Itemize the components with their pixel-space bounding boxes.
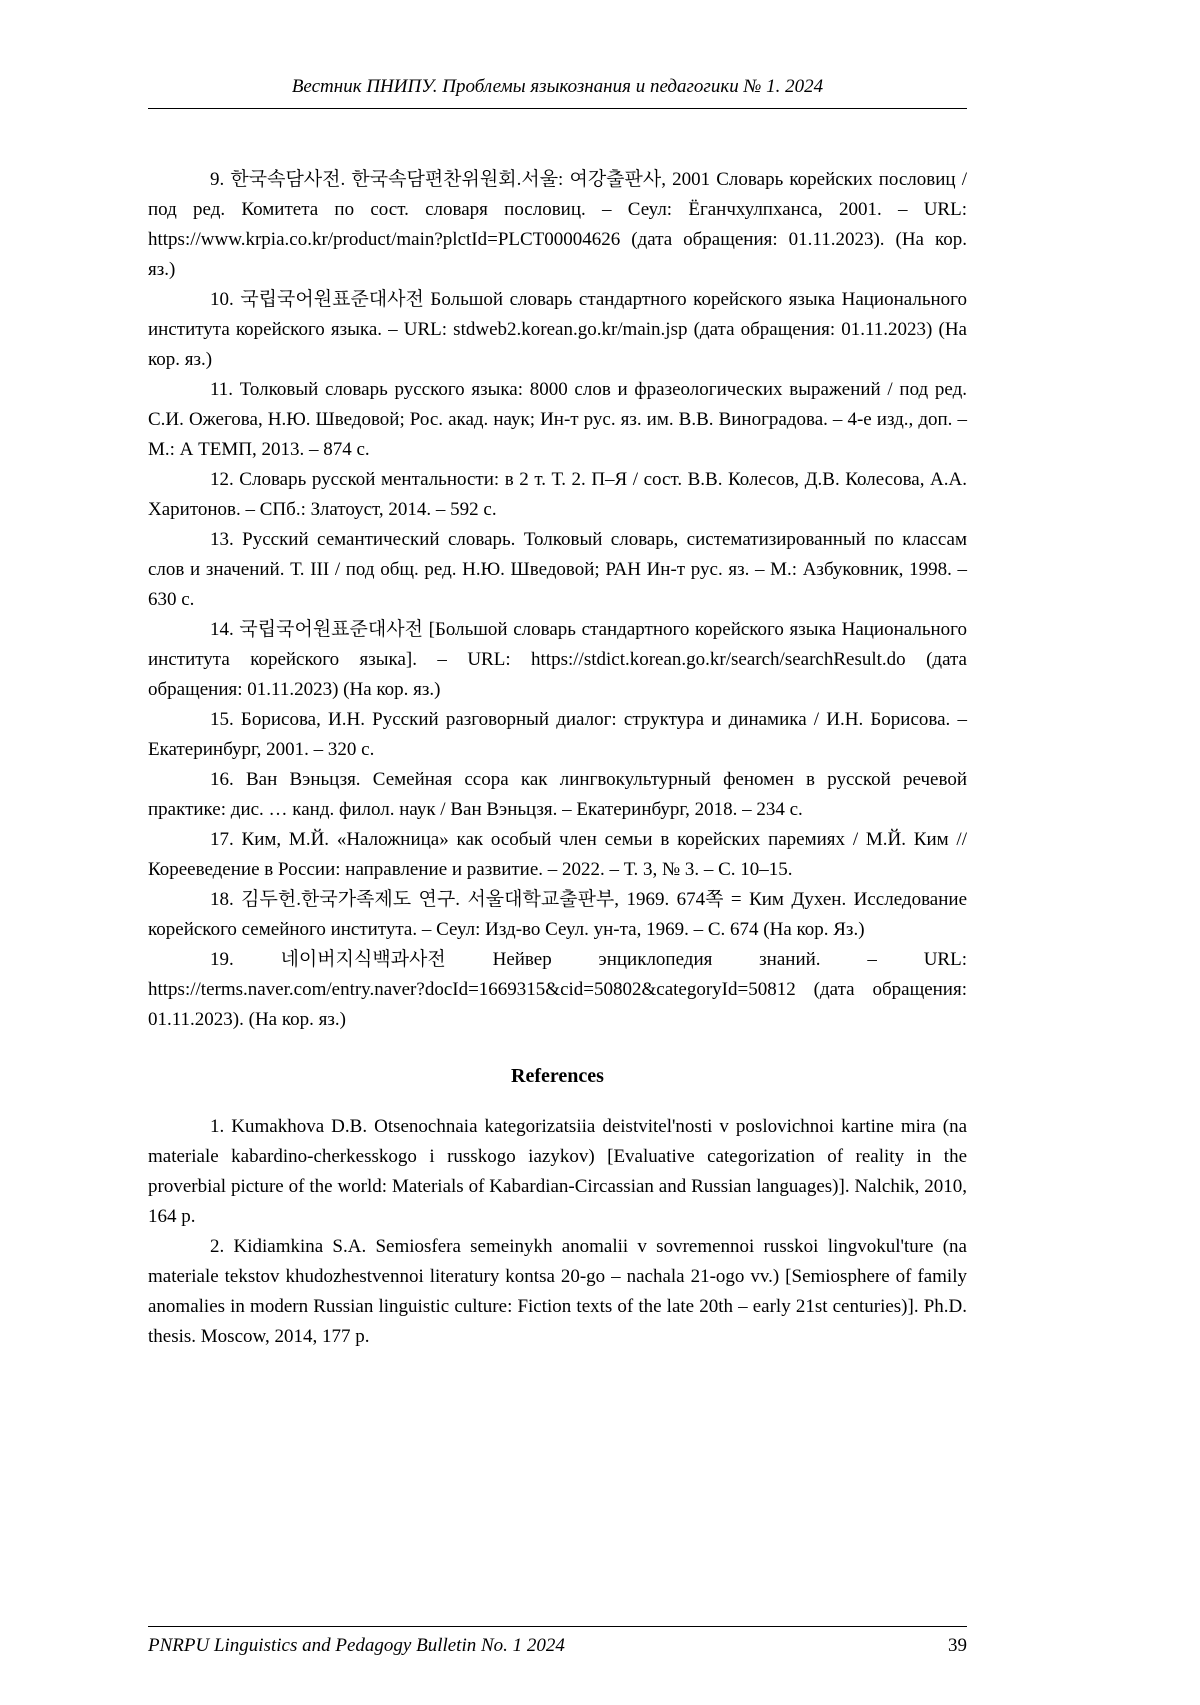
references-heading: References	[511, 1065, 604, 1087]
page-footer	[148, 1626, 967, 1657]
bib-entry-17: 17. Ким, М.Й. «Наложница» как особый член семьи в корейских паремиях / М.Й. Ким // Корееведение в России: направление и развитие. – 2022. – Т. 3, № 3. – С. 10–15.	[148, 829, 967, 880]
reference-entry-2: 2. Kidiamkina S.A. Semiosfera semeinykh anomalii v sovremennoi russkoi lingvokul'ture (na materiale tekstov khudozhestvennoi literatury kontsa 20-go – nachala 21-ogo vv.) [Semiosphere of family anomalies in modern Russian linguistic culture: Fiction texts of the late 20th – early 21st centuries)]. Ph.D. thesis. Moscow, 2014, 177 p.	[148, 1236, 967, 1347]
bib-entry-19: 19. 네이버지식백과사전 Нейвер энциклопедия знаний. – URL: https://terms.naver.com/entry.naver?docId=1669315&cid=50802&categoryId=50812 (дата обращения: 01.11.2023). (На кор. яз.)	[148, 949, 967, 1030]
bib-entry-15: 15. Борисова, И.Н. Русский разговорный диалог: структура и динамика / И.Н. Борисова. – Екатеринбург, 2001. – 320 с.	[148, 709, 967, 760]
bib-entry-16: 16. Ван Вэньцзя. Семейная ссора как лингвокультурный феномен в русской речевой практике: дис. … канд. филол. наук / Ван Вэньцзя. – Екатеринбург, 2018. – 234 с.	[148, 769, 967, 820]
bib-entry-14: 14. 국립국어원표준대사전 [Большой словарь стандартного корейского языка Национального института корейского языка]. – URL: https://stdict.korean.go.kr/search/searchResult.do (дата обращения: 01.11.2023) (На кор. яз.)	[148, 619, 967, 700]
bib-entry-18: 18. 김두헌.한국가족제도 연구. 서울대학교출판부, 1969. 674쪽 = Ким Духен. Исследование корейского семейного института. – Сеул: Изд-во Сеул. ун-та, 1969. – С. 674 (На кор. Яз.)	[148, 889, 967, 940]
bibliography-section	[148, 165, 967, 1352]
footer-journal-title: PNRPU Linguistics and Pedagogy Bulletin No. 1 2024	[148, 1635, 565, 1656]
page-header	[148, 76, 967, 109]
bib-entry-9: 9. 한국속담사전. 한국속담편찬위원회.서울: 여강출판사, 2001 Словарь корейских пословиц / под ред. Комитета по сост. словаря пословиц. – Сеул: Ёганчхулпханса, 2001. – URL: https://www.krpia.co.kr/product/main?plctId=PLCT00004626 (дата обращения: 01.11.2023). (На кор. яз.)	[148, 169, 967, 280]
bib-entry-10: 10. 국립국어원표준대사전 Большой словарь стандартного корейского языка Национального института корейского языка. – URL: stdweb2.korean.go.kr/main.jsp (дата обращения: 01.11.2023) (На кор. яз.)	[148, 289, 967, 370]
reference-entry-1: 1. Kumakhova D.B. Otsenochnaia kategorizatsiia deistvitel'nosti v poslovichnoi kartine mira (na materiale kabardino-cherkesskogo i russkogo iazykov) [Evaluative categorization of reality in the proverbial picture of the world: Materials of Kabardian-Circassian and Russian languages)]. Nalchik, 2010, 164 p.	[148, 1116, 967, 1227]
bib-entry-11: 11. Толковый словарь русского языка: 8000 слов и фразеологических выражений / под ред. С.И. Ожегова, Н.Ю. Шведовой; Рос. акад. наук; Ин-т рус. яз. им. В.В. Виноградова. – 4-е изд., доп. – М.: А ТЕМП, 2013. – 874 с.	[148, 379, 967, 460]
footer-page-number: 39	[948, 1635, 967, 1656]
bib-entry-13: 13. Русский семантический словарь. Толковый словарь, систематизированный по классам слов и значений. Т. III / под общ. ред. Н.Ю. Шведовой; РАН Ин-т рус. яз. – М.: Азбуковник, 1998. – 630 с.	[148, 529, 967, 610]
running-head: Вестник ПНИПУ. Проблемы языкознания и педагогики № 1. 2024	[148, 76, 967, 109]
bib-entry-12: 12. Словарь русской ментальности: в 2 т. Т. 2. П–Я / сост. В.В. Колесов, Д.В. Колесова, А.А. Харитонов. – СПб.: Златоуст, 2014. – 592 с.	[148, 469, 967, 520]
